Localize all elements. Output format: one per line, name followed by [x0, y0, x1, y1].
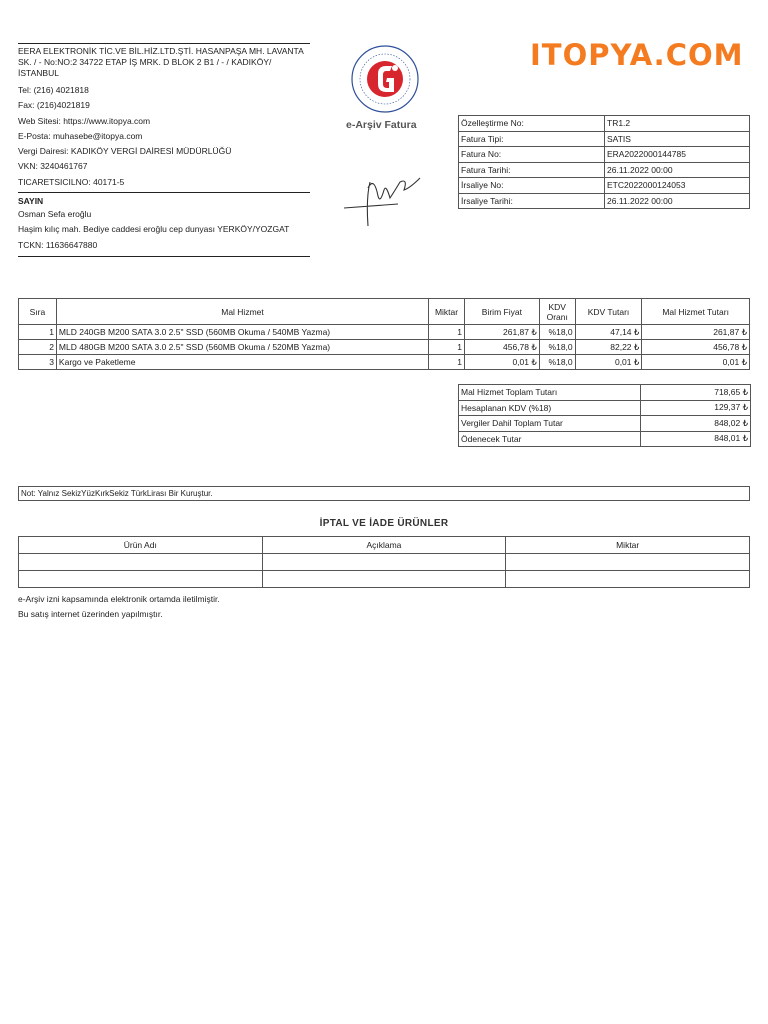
item-vat-rate: %18,0: [539, 340, 575, 355]
col-vat-rate: [539, 299, 575, 325]
info-value: TR1.2: [605, 116, 750, 132]
table-row: [459, 116, 750, 132]
total-value: 848,02 ₺: [641, 416, 751, 432]
item-no: 1: [19, 325, 57, 340]
item-no: 2: [19, 340, 57, 355]
table-row: [459, 131, 750, 147]
amount-in-words-note: Not: Yalnız SekizYüzKırkSekiz TürkLirası Bir Kuruştur.: [18, 486, 750, 501]
item-total: 456,78 ₺: [642, 340, 750, 355]
item-desc: Kargo ve Paketleme: [56, 355, 428, 370]
itopya-logo: ITOPYA.COM: [530, 38, 744, 72]
buyer-tckn: TCKN: 11636647880: [18, 239, 98, 250]
info-label: İrsaliye No:: [459, 178, 605, 194]
seller-info: [18, 43, 310, 190]
invoice-info-table: [458, 115, 750, 209]
earsiv-label: e-Arşiv Fatura: [346, 119, 417, 131]
info-value: SATIS: [605, 131, 750, 147]
items-table: [18, 298, 750, 370]
col-qty: Miktar: [429, 299, 465, 325]
item-qty: 1: [429, 325, 465, 340]
info-label: Fatura No:: [459, 147, 605, 163]
table-row: [459, 162, 750, 178]
info-label: Özelleştirme No:: [459, 116, 605, 132]
col-no: Sıra: [19, 299, 57, 325]
col-total: Mal Hizmet Tutarı: [642, 299, 750, 325]
cancellations-header-row: [19, 537, 750, 554]
item-vat-rate: %18,0: [539, 355, 575, 370]
cancellations-table: [18, 536, 750, 588]
seller-trade-registry: TICARETSICILNO: 40171-5: [18, 176, 125, 187]
item-vat-amount: 82,22 ₺: [575, 340, 642, 355]
total-value: 129,37 ₺: [641, 400, 751, 416]
table-row: [19, 340, 750, 355]
items-header-row: [19, 299, 750, 325]
item-vat-amount: 0,01 ₺: [575, 355, 642, 370]
footer-line: Bu satış internet üzerinden yapılmıştır.: [18, 609, 163, 620]
info-value: ETC2022000124053: [605, 178, 750, 194]
item-qty: 1: [429, 340, 465, 355]
totals-table: [458, 384, 751, 447]
footer-notes: [18, 592, 220, 623]
total-value: 848,01 ₺: [641, 431, 751, 447]
seller-name: EERA ELEKTRONİK TİC.VE BİL.HİZ.LTD.ŞTİ. HASANPAŞA MH. LAVANTA SK. / - No:NO:2 34722 ETAP İŞ MRK. D BLOK 2 B1 / - / KADIKÖY/ İSTANBUL: [18, 46, 304, 78]
seller-website: Web Sitesi: https://www.itopya.com: [18, 115, 151, 126]
seller-tel: Tel: (216) 4021818: [18, 85, 89, 95]
item-desc: MLD 480GB M200 SATA 3.0 2.5" SSD (560MB Okuma / 520MB Yazma): [56, 340, 428, 355]
info-label: Fatura Tarihi:: [459, 162, 605, 178]
gib-seal-icon: [350, 44, 420, 114]
buyer-info: [18, 192, 310, 257]
info-value: ERA2022000144785: [605, 147, 750, 163]
item-vat-amount: 47,14 ₺: [575, 325, 642, 340]
seller-tax-office: Vergi Dairesi: KADIKÖY VERGİ DAİRESİ MÜDÜRLÜĞÜ: [18, 146, 232, 157]
item-unit-price: 456,78 ₺: [464, 340, 539, 355]
seller-fax: Fax: (216)4021819: [18, 100, 90, 111]
table-row: [459, 147, 750, 163]
col-product-name: Ürün Adı: [19, 537, 263, 554]
info-label: Fatura Tipi:: [459, 131, 605, 147]
item-desc: MLD 240GB M200 SATA 3.0 2.5" SSD (560MB Okuma / 540MB Yazma): [56, 325, 428, 340]
buyer-address: Haşim kılıç mah. Bediye caddesi eroğlu cep dunyası YERKÖY/YOZGAT: [18, 224, 290, 235]
table-row: [459, 193, 750, 209]
col-quantity: Miktar: [506, 537, 750, 554]
col-unit-price: Birim Fiyat: [464, 299, 539, 325]
item-unit-price: 0,01 ₺: [464, 355, 539, 370]
col-description: Açıklama: [262, 537, 506, 554]
table-row: [19, 325, 750, 340]
seller-email: E-Posta: muhasebe@itopya.com: [18, 130, 143, 141]
table-row: [459, 178, 750, 194]
info-value: 26.11.2022 00:00: [605, 162, 750, 178]
col-vat-rate-line2: Oranı: [546, 311, 568, 322]
col-vat-rate-line1: KDV: [548, 301, 566, 312]
buyer-title: SAYIN: [18, 196, 44, 206]
cancellations-title: İPTAL VE İADE ÜRÜNLER: [319, 518, 449, 529]
info-value: 26.11.2022 00:00: [605, 193, 750, 209]
item-qty: 1: [429, 355, 465, 370]
table-row: [19, 571, 750, 588]
table-row: [459, 431, 751, 447]
table-row: [459, 400, 751, 416]
buyer-name: Osman Sefa eroğlu: [18, 209, 92, 219]
total-label: Hesaplanan KDV (%18): [459, 400, 641, 416]
col-desc: Mal Hizmet: [56, 299, 428, 325]
col-vat-amount: KDV Tutarı: [575, 299, 642, 325]
table-row: [19, 554, 750, 571]
total-label: Mal Hizmet Toplam Tutarı: [459, 385, 641, 401]
total-label: Ödenecek Tutar: [459, 431, 641, 447]
item-total: 0,01 ₺: [642, 355, 750, 370]
total-value: 718,65 ₺: [641, 385, 751, 401]
table-row: [19, 355, 750, 370]
item-no: 3: [19, 355, 57, 370]
item-vat-rate: %18,0: [539, 325, 575, 340]
signature-icon: [338, 168, 426, 230]
table-row: [459, 385, 751, 401]
footer-line: e-Arşiv izni kapsamında elektronik ortamda iletilmiştir.: [18, 594, 220, 604]
total-label: Vergiler Dahil Toplam Tutar: [459, 416, 641, 432]
item-unit-price: 261,87 ₺: [464, 325, 539, 340]
item-total: 261,87 ₺: [642, 325, 750, 340]
table-row: [459, 416, 751, 432]
seller-vkn: VKN: 3240461767: [18, 161, 88, 172]
info-label: İrsaliye Tarihi:: [459, 193, 605, 209]
